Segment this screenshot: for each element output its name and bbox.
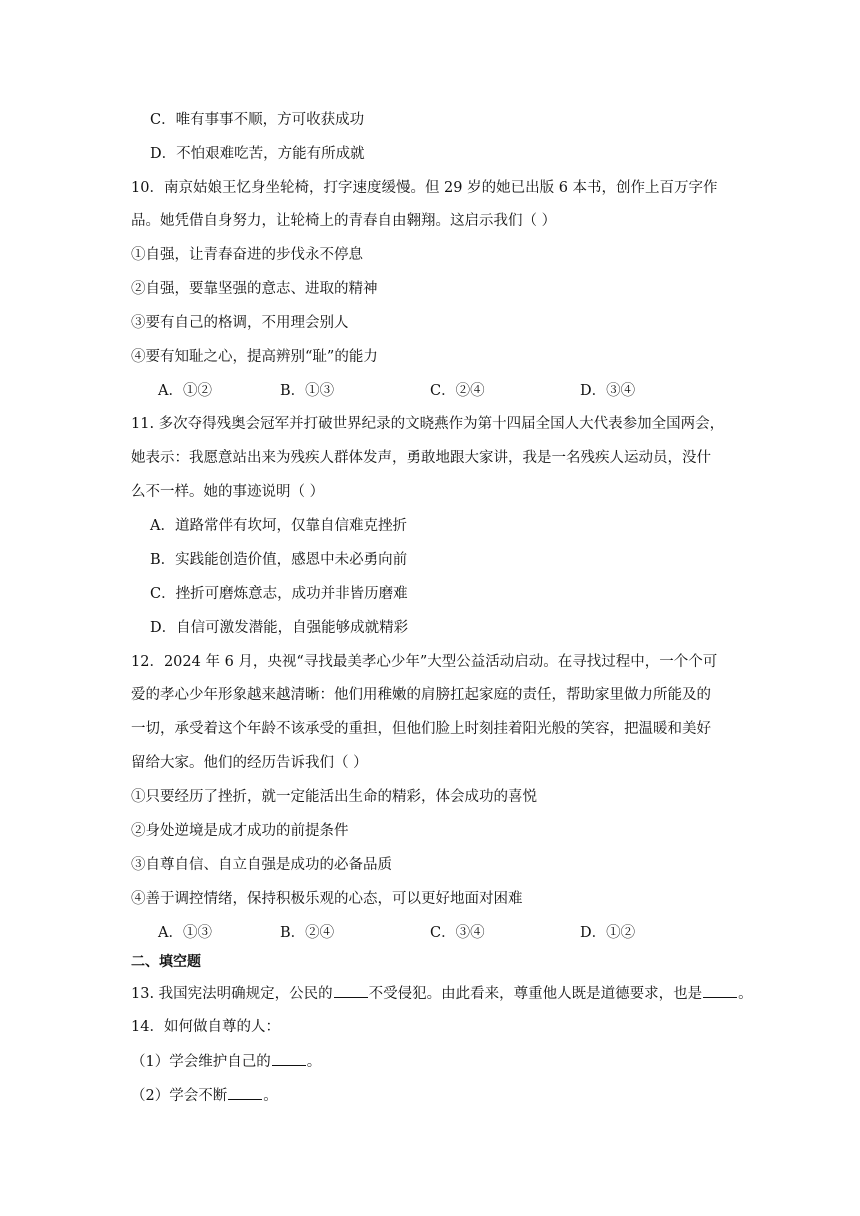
q12-option-b: B．②④ [280, 925, 335, 941]
q11-option-b: B．实践能创造价值，感恩中未必勇向前 [150, 552, 408, 568]
q14-blank-1 [272, 1051, 306, 1066]
q12-stem-line3: 一切，承受着这个年龄不该承受的重担，但他们脸上时刻挂着阳光般的笑容，把温暖和美好 [131, 721, 711, 737]
q12-item-3: ③自尊自信、自立自强是成功的必备品质 [131, 857, 392, 873]
q10-stem-line2: 品。她凭借自身努力，让轮椅上的青春自由翱翔。这启示我们（ ） [131, 213, 557, 229]
q14-sub1-end: 。 [306, 1054, 322, 1070]
q14-sub2-text: （2）学会不断 [131, 1088, 228, 1104]
q10-option-b: B．①③ [280, 383, 335, 399]
q12-stem-line4: 留给大家。他们的经历告诉我们（ ） [131, 755, 368, 771]
q13-text-part3: 。 [738, 986, 753, 1002]
q11-option-c: C．挫折可磨炼意志，成功并非皆历磨难 [150, 586, 408, 602]
q13-text-part1: 13. 我国宪法明确规定，公民的 [131, 986, 333, 1002]
q10-item-1: ①自强，让青春奋进的步伐永不停息 [131, 247, 363, 263]
q12-stem-line2: 爱的孝心少年形象越来越清晰：他们用稚嫩的肩膀扛起家庭的责任，帮助家里做力所能及的 [131, 687, 711, 703]
q14-sub1 [131, 1051, 321, 1072]
q10-options [158, 381, 718, 401]
q13-blank-1 [334, 983, 368, 998]
q11-stem-line3: 么不一样。她的事迹说明（ ） [131, 484, 325, 500]
q9-option-c: C．唯有事事不顺，方可收获成功 [150, 112, 365, 128]
q10-item-2: ②自强，要靠坚强的意志、进取的精神 [131, 281, 378, 297]
q12-item-1: ①只要经历了挫折，就一定能活出生命的精彩，体会成功的喜悦 [131, 789, 537, 805]
q10-option-c: C．②④ [430, 383, 485, 399]
q12-option-a: A．①③ [158, 925, 212, 941]
q10-option-d: D．③④ [580, 383, 636, 399]
q11-stem-line1: 11. 多次夺得残奥会冠军并打破世界纪录的文晓燕作为第十四届全国人大代表参加全国两会， [131, 416, 725, 432]
q13-text-part2: 不受侵犯。由此看来，尊重他人既是道德要求，也是 [368, 986, 703, 1002]
q12-item-4: ④善于调控情绪，保持积极乐观的心态，可以更好地面对困难 [131, 891, 523, 907]
section-heading-fill-in: 二、填空题 [131, 954, 201, 970]
q9-option-d: D．不怕艰难吃苦，方能有所成就 [150, 146, 365, 162]
q11-option-d: D．自信可激发潜能，自强能够成就精彩 [150, 620, 409, 636]
q14-stem: 14．如何做自尊的人： [131, 1019, 280, 1035]
q14-sub2 [131, 1085, 278, 1106]
q12-item-2: ②身处逆境是成才成功的前提条件 [131, 823, 349, 839]
q10-item-3: ③要有自己的格调，不用理会别人 [131, 315, 349, 331]
q13-stem [131, 983, 753, 1004]
q10-stem-line1: 10．南京姑娘王忆身坐轮椅，打字速度缓慢。但 29 岁的她已出版 6 本书，创作上百万字作 [131, 180, 718, 196]
q12-option-d: D．①② [580, 925, 636, 941]
q12-option-c: C．③④ [430, 925, 485, 941]
q14-sub1-text: （1）学会维护自己的 [131, 1054, 271, 1070]
q11-option-a: A．道路常伴有坎坷，仅靠自信难克挫折 [150, 518, 407, 534]
q11-stem-line2: 她表示：我愿意站出来为残疾人群体发声，勇敢地跟大家讲，我是一名残疾人运动员，没什 [131, 450, 711, 466]
q10-item-4: ④要有知耻之心，提高辨别“耻”的能力 [131, 349, 378, 365]
q10-option-a: A．①② [158, 383, 212, 399]
q14-blank-2 [228, 1085, 262, 1100]
q13-blank-2 [703, 983, 737, 998]
q12-options [158, 923, 718, 943]
q12-stem-line1: 12．2024 年 6 月，央视“寻找最美孝心少年”大型公益活动启动。在寻找过程中，一个个可 [131, 654, 718, 670]
q14-sub2-end: 。 [263, 1088, 278, 1104]
